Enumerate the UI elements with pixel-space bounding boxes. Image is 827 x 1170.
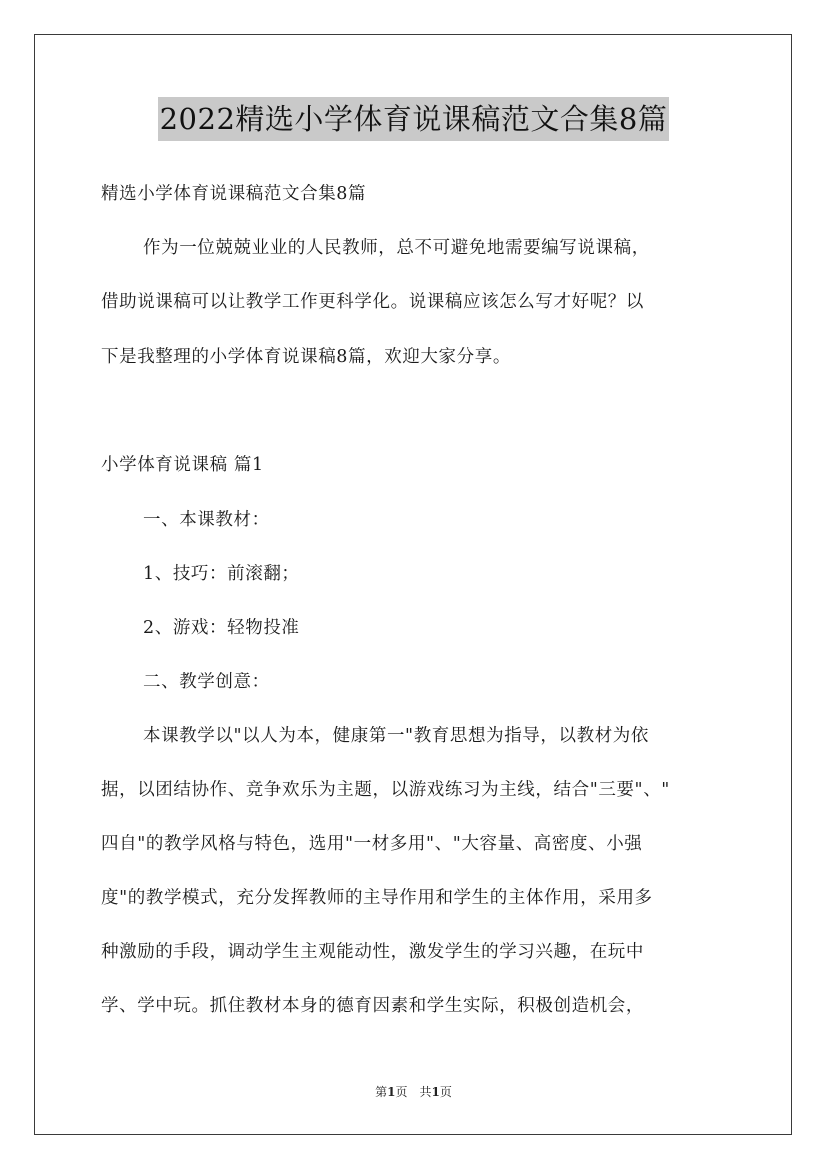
intro-line: 借助说课稿可以让教学工作更科学化。说课稿应该怎么写才好呢？以 bbox=[101, 292, 644, 312]
document-subtitle: 精选小学体育说课稿范文合集8篇 bbox=[101, 184, 367, 204]
body-line: 度"的教学模式，充分发挥教师的主导作用和学生的主体作用，采用多 bbox=[101, 888, 653, 908]
body-line: 本课教学以"以人为本，健康第一"教育思想为指导，以教材为依 bbox=[143, 726, 649, 746]
intro-line: 下是我整理的小学体育说课稿8篇，欢迎大家分享。 bbox=[101, 347, 511, 367]
body-line: 四自"的教学风格与特色，选用"一材多用"、"大容量、高密度、小强 bbox=[101, 834, 643, 854]
list-item: 一、本课教材： bbox=[143, 510, 270, 530]
list-item: 2、游戏：轻物投准 bbox=[143, 618, 300, 638]
footer-mid: 页 共 bbox=[395, 1085, 432, 1099]
footer-page-number: 1 bbox=[387, 1085, 396, 1099]
page-footer bbox=[0, 1083, 827, 1101]
footer-suffix: 页 bbox=[439, 1085, 452, 1099]
section-heading: 小学体育说课稿 篇1 bbox=[101, 455, 264, 475]
body-line: 种激励的手段，调动学生主观能动性，激发学生的学习兴趣，在玩中 bbox=[101, 942, 644, 962]
title-container bbox=[0, 97, 827, 141]
body-line: 据，以团结协作、竞争欢乐为主题，以游戏练习为主线，结合"三要"、" bbox=[101, 780, 670, 800]
body-line: 学、学中玩。抓住教材本身的德育因素和学生实际，积极创造机会， bbox=[101, 996, 644, 1016]
intro-line: 作为一位兢兢业业的人民教师，总不可避免地需要编写说课稿， bbox=[143, 238, 650, 258]
list-item: 1、技巧：前滚翻； bbox=[143, 564, 300, 584]
document-title: 2022精选小学体育说课稿范文合集8篇 bbox=[158, 97, 670, 141]
footer-prefix: 第 bbox=[375, 1085, 388, 1099]
footer-page-total: 1 bbox=[431, 1085, 440, 1099]
list-item: 二、教学创意： bbox=[143, 672, 270, 692]
